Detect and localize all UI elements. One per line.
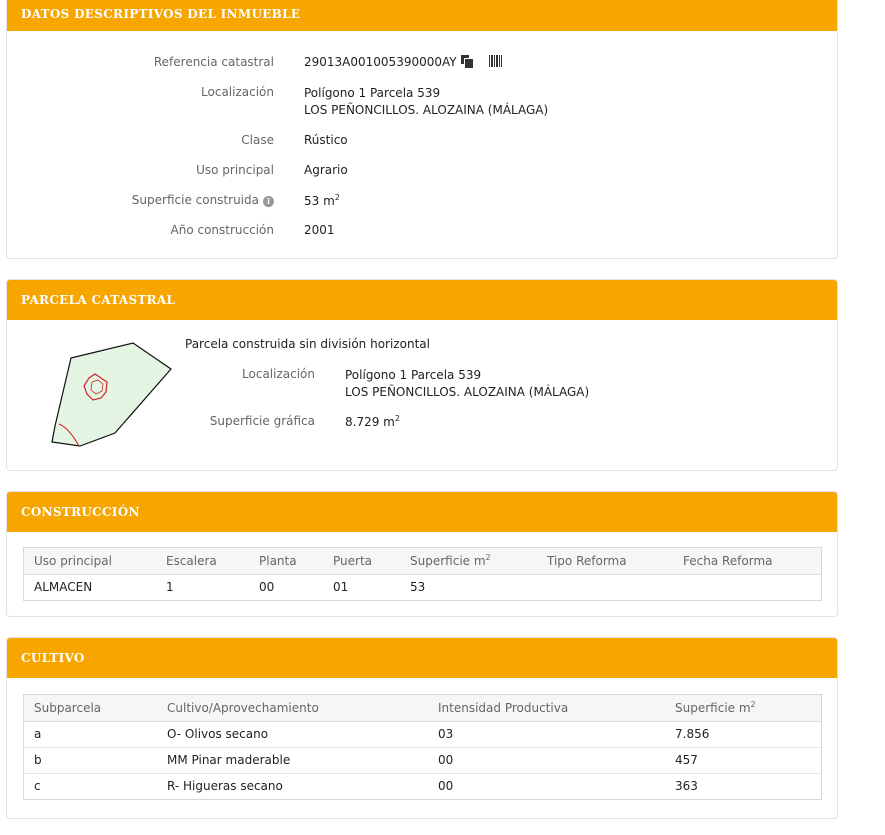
superficie-construida-label: Superficie construida — [131, 193, 259, 207]
table-cell: 01 — [333, 580, 349, 595]
col-planta: Planta — [249, 548, 323, 574]
table-cell: ALMACEN — [34, 580, 93, 595]
table-row — [24, 721, 821, 747]
table-cell: c — [34, 779, 41, 794]
cultivo-header-row — [24, 695, 821, 721]
table-row — [24, 773, 821, 799]
table-cell: 00 — [259, 580, 275, 595]
superficie-construida-unit-sup: 2 — [334, 193, 340, 202]
table-cell: R- Higueras secano — [167, 779, 283, 794]
clase-label: Clase — [241, 133, 274, 147]
construccion-header — [7, 492, 837, 532]
table-cell: 00 — [428, 747, 665, 773]
col-subparcela: Subparcela — [24, 695, 157, 721]
superficie-grafica-unit-sup: 2 — [394, 414, 400, 423]
col-superficie — [400, 548, 537, 574]
col-puerta: Puerta — [323, 548, 400, 574]
datos-header-title: DATOS DESCRIPTIVOS DEL INMUEBLE — [21, 7, 301, 21]
uso-label: Uso principal — [196, 163, 274, 177]
table-cell — [537, 574, 673, 600]
superficie-grafica-value: 8.729 m — [345, 415, 395, 429]
table-cell: MM Pinar maderable — [157, 747, 428, 773]
col-intensidad: Intensidad Productiva — [428, 695, 665, 721]
clase-value: Rústico — [304, 133, 348, 147]
col-superficie — [665, 695, 821, 721]
col-cultivo: Cultivo/Aprovechamiento — [157, 695, 428, 721]
col-tipo-reforma: Tipo Reforma — [537, 548, 673, 574]
table-cell: a — [24, 721, 157, 747]
superficie-grafica-label: Superficie gráfica — [209, 414, 315, 428]
cultivo-panel — [6, 637, 838, 819]
table-cell: O- Olivos secano — [157, 721, 428, 747]
table-row — [24, 747, 821, 773]
parcela-panel — [6, 279, 838, 471]
table-row — [24, 574, 821, 600]
parcela-localizacion-line2: LOS PEÑONCILLOS. ALOZAINA (MÁLAGA) — [345, 385, 590, 399]
table-cell — [673, 574, 821, 600]
datos-header — [7, 0, 837, 31]
table-cell: 1 — [166, 580, 174, 595]
col-superficie-label: Superficie m — [675, 701, 751, 716]
table-cell: 03 — [428, 721, 665, 747]
col-superficie-sup: 2 — [485, 553, 491, 563]
barcode-icon[interactable] — [489, 55, 502, 67]
table-cell: 00 — [438, 779, 454, 794]
superficie-construida-value: 53 m — [304, 194, 335, 208]
referencia-label: Referencia catastral — [153, 55, 274, 69]
parcela-localizacion-label: Localización — [242, 367, 315, 381]
cultivo-header — [7, 638, 837, 678]
cultivo-header-title: CULTIVO — [21, 651, 85, 665]
table-cell: 53 — [410, 580, 426, 595]
col-superficie-label: Superficie m — [410, 554, 486, 569]
table-cell: 7.856 — [665, 721, 821, 747]
anio-value: 2001 — [304, 223, 335, 237]
parcela-header-title: PARCELA CATASTRAL — [21, 293, 176, 307]
construccion-header-title: CONSTRUCCIÓN — [21, 505, 140, 519]
referencia-value: 29013A001005390000AY — [304, 55, 457, 69]
table-cell: 363 — [675, 779, 698, 794]
parcela-description: Parcela construida sin división horizontal — [185, 337, 430, 351]
datos-panel — [6, 0, 838, 259]
info-icon[interactable]: i — [263, 196, 274, 207]
col-uso-principal: Uso principal — [24, 548, 156, 574]
table-cell: b — [24, 747, 157, 773]
col-fecha-reforma: Fecha Reforma — [673, 548, 821, 574]
col-escalera: Escalera — [156, 548, 249, 574]
copy-icon[interactable] — [461, 55, 473, 67]
construccion-table — [23, 547, 822, 601]
anio-label: Año construcción — [170, 223, 274, 237]
localizacion-line1: Polígono 1 Parcela 539 — [304, 86, 441, 100]
parcela-localizacion-line1: Polígono 1 Parcela 539 — [345, 368, 482, 382]
table-cell: 457 — [665, 747, 821, 773]
construccion-panel — [6, 491, 838, 617]
uso-value: Agrario — [304, 163, 348, 177]
construccion-header-row — [24, 548, 821, 574]
localizacion-line2: LOS PEÑONCILLOS. ALOZAINA (MÁLAGA) — [304, 103, 549, 117]
col-superficie-sup: 2 — [750, 700, 756, 710]
cultivo-table — [23, 694, 822, 800]
localizacion-label: Localización — [201, 85, 274, 99]
parcela-header — [7, 280, 837, 320]
